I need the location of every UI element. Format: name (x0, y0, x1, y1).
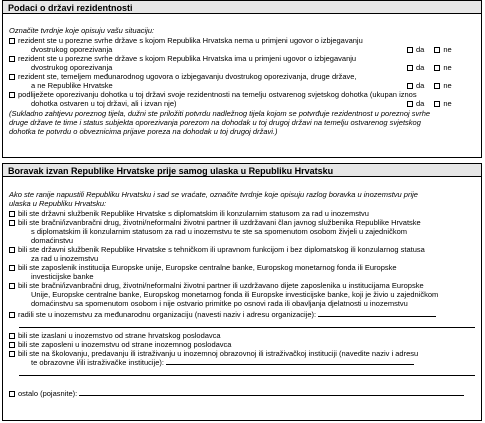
stay-abroad-intro-line-2: ulaska u Republiku Hrvatsku: (9, 199, 107, 208)
residency-item-4-cont: dohotka ostvaren u toj državi, ali i izvan nje) (31, 99, 177, 108)
stay-abroad-intro-line-1: Ako ste ranije napustili Republiku Hrvatsku i sad se vraćate, označite tvrdnje koje opisuju razlog boravka u inozemstvu prije (9, 190, 418, 199)
residency-note-line-3: dohotka te potvrdu o obveznicima prijave poreza na dohodak u toj drugoj državi.) (9, 127, 278, 136)
abroad-option-2: bili ste bračni/izvanbračni drug, životni/neformalni životni partner ili uzdržavani član javnog službenika Republike Hrvatske (9, 218, 421, 227)
yes-checkbox[interactable] (407, 83, 413, 89)
abroad-option-2-cont: s diplomatskim ili konzularnim statusom za rad u inozemstvu te ste sa spomenutom osobom živjeli u zajedničkom (31, 227, 407, 236)
stay-abroad-section-title: Boravak izvan Republike Hrvatske prije samog ulaska u Republiku Hrvatsku (3, 164, 481, 177)
abroad-option-5-checkbox[interactable] (9, 283, 15, 289)
intl-org-input-line-2[interactable] (19, 327, 475, 328)
residency-note-line-1: (Sukladno zahtjevu poreznog tijela, dužni ste priložiti potvrdu nadležnog tijela kojom se potvrđuje rezidentnost u poreznoj svrhe (9, 109, 431, 118)
residency-intro: Označite tvrdnje koje opisuju vašu situaciju: (9, 26, 155, 35)
abroad-option-4-cont: investicijske banke (31, 272, 94, 281)
residency-item-2-cont: dvostrukog oporezivanja (31, 63, 113, 72)
residency-item-4-checkbox[interactable] (9, 92, 15, 98)
intl-org-input-line[interactable] (318, 310, 436, 317)
stay-abroad-section (2, 163, 482, 421)
abroad-option-other-checkbox[interactable] (9, 391, 15, 397)
residency-item-1-yesno: da ne (407, 45, 452, 54)
residency-item-2-checkbox[interactable] (9, 56, 15, 62)
yes-checkbox[interactable] (407, 65, 413, 71)
residency-item-3-yesno: da ne (407, 81, 452, 90)
residency-item-3-cont: a ne Republike Hrvatske (31, 81, 113, 90)
residency-item-4: podliježete oporezivanju dohotka u toj državi svoje rezidentnosti na temelju ostvarenog svjetskog dohotka (ukupan iznos (9, 90, 417, 99)
abroad-option-education-cont: te obrazovne i/ili istraživačke institucije): (31, 358, 414, 367)
abroad-option-2-cont: domaćinstvu (31, 236, 74, 245)
residency-item-1-checkbox[interactable] (9, 38, 15, 44)
abroad-option-education-checkbox[interactable] (9, 351, 15, 357)
residency-item-3-checkbox[interactable] (9, 74, 15, 80)
abroad-option-posted: bili ste izaslani u inozemstvo od strane hrvatskog poslodavca (9, 331, 221, 340)
abroad-option-employed-checkbox[interactable] (9, 342, 15, 348)
other-input-line[interactable] (79, 389, 464, 396)
abroad-option-intl-org: radili ste u inozemstvu za međunarodnu organizaciju (navesti naziv i adresu organizacije): (9, 310, 436, 319)
residency-note-line-2: druge države te time i status subjekta oporezivanja porezom na dohodak u toj drugoj državi na temelju ostvarenog svjetskog (9, 118, 421, 127)
abroad-option-5-cont: domaćinstvu sa spomenutom osobom i nije ostvario primitke po osnovi rada ili obavljanja djelatnosti u inozemstvu (31, 299, 408, 308)
residency-item-1: rezident ste u porezne svrhe države s kojom Republika Hrvatska nema u primjeni ugovor o izbjegavanju (9, 36, 363, 45)
abroad-option-4: bili ste zaposlenik institucija Europske unije, Europske centralne banke, Europskog monetarnog fonda ili Europske (9, 263, 397, 272)
abroad-option-other: ostalo (pojasnite): (9, 389, 464, 398)
education-input-line-2[interactable] (19, 375, 475, 376)
abroad-option-1: bili ste državni službenik Republike Hrvatske s diplomatskim ili konzularnim statusom za rad u inozemstvu (9, 209, 369, 218)
no-checkbox[interactable] (434, 101, 440, 107)
residency-section (2, 0, 482, 158)
residency-item-2-yesno: da ne (407, 63, 452, 72)
no-checkbox[interactable] (434, 47, 440, 53)
abroad-option-education: bili ste na školovanju, predavanju ili istraživanju u inozemnoj obrazovnoj ili istraživačkoj instituciji (navedite naziv i adresu (9, 349, 418, 358)
abroad-option-3-cont: za rad u inozemstvu (31, 254, 99, 263)
yes-checkbox[interactable] (407, 101, 413, 107)
abroad-option-intl-org-checkbox[interactable] (9, 312, 15, 318)
no-checkbox[interactable] (434, 83, 440, 89)
no-checkbox[interactable] (434, 65, 440, 71)
residency-item-1-cont: dvostrukog oporezivanja (31, 45, 113, 54)
abroad-option-3-checkbox[interactable] (9, 247, 15, 253)
education-input-line[interactable] (166, 358, 414, 365)
abroad-option-5: bili ste bračni/izvanbračni drug, životni/neformalni životni partner ili uzdržavano dijete zaposlenika u institucijama Europske (9, 281, 424, 290)
abroad-option-2-checkbox[interactable] (9, 220, 15, 226)
abroad-option-1-checkbox[interactable] (9, 211, 15, 217)
abroad-option-posted-checkbox[interactable] (9, 333, 15, 339)
abroad-option-5-cont: Unije, Europske centralne banke, Europskog monetarnog fonda ili Europske investicijske banke, koji je živio u zajedničkom (31, 290, 439, 299)
residency-item-3: rezident ste, temeljem međunarodnog ugovora o izbjegavanju dvostrukog oporezivanja, druge države, (9, 72, 357, 81)
yes-checkbox[interactable] (407, 47, 413, 53)
residency-section-title: Podaci o državi rezidentnosti (3, 1, 481, 14)
abroad-option-employed: bili ste zaposleni u inozemstvu od strane inozemnog poslodavca (9, 340, 231, 349)
abroad-option-3: bili ste državni službenik Republike Hrvatske s tehničkom ili upravnom funkcijom i bez diplomatskog ili konzularnog statusa (9, 245, 425, 254)
residency-item-2: rezident ste u porezne svrhe države s kojom Republika Hrvatska ima u primjeni ugovor o izbjegavanju (9, 54, 356, 63)
residency-item-4-yesno: da ne (407, 99, 452, 108)
abroad-option-4-checkbox[interactable] (9, 265, 15, 271)
